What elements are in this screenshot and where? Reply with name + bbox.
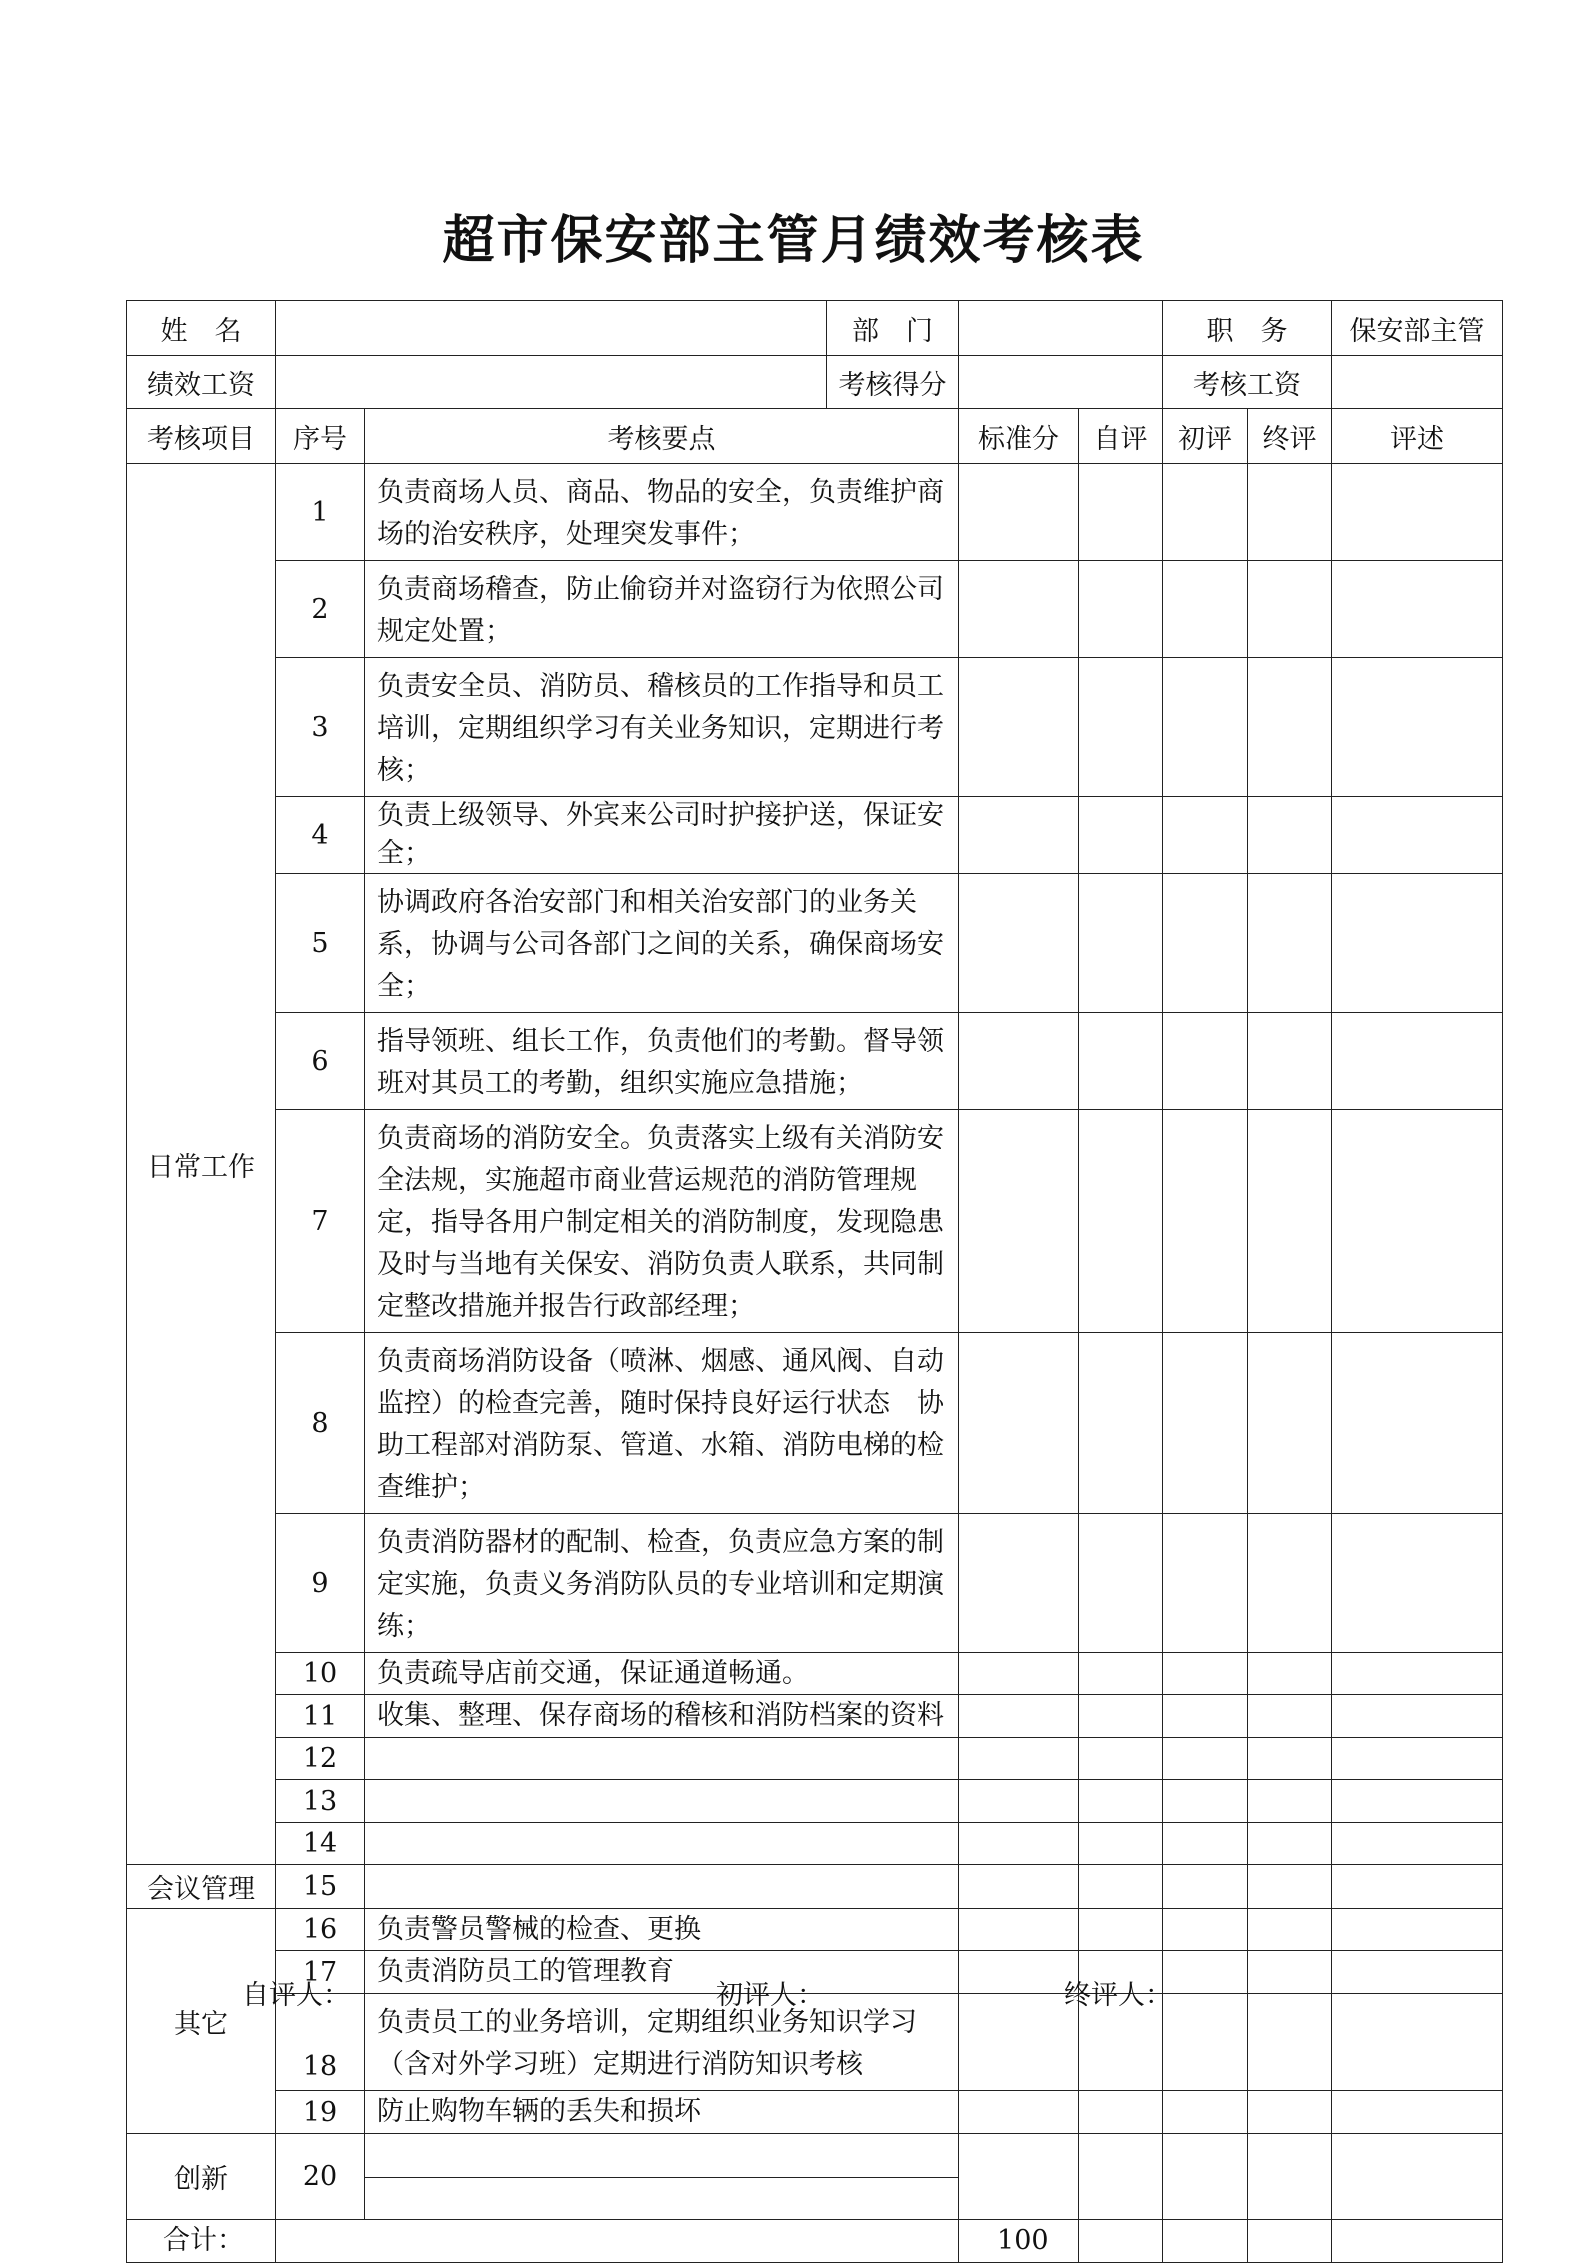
table-row [127, 658, 1503, 797]
first-cell[interactable] [1163, 1909, 1248, 1951]
row-text: 负责上级领导、外宾来公司时护接护送，保证安全； [365, 797, 959, 874]
col-final: 终评 [1248, 409, 1332, 464]
first-signature-label: 初评人： [716, 1980, 824, 2011]
first-cell[interactable] [1163, 1695, 1248, 1738]
table-row [127, 1013, 1503, 1110]
table-row [127, 2091, 1503, 2134]
std-cell[interactable] [959, 1653, 1079, 1695]
row-no: 11 [276, 1695, 365, 1738]
std-cell[interactable] [959, 1514, 1079, 1653]
col-std: 标准分 [959, 409, 1079, 464]
comment-cell[interactable] [1332, 1695, 1503, 1738]
score-field[interactable] [959, 356, 1163, 409]
self-cell[interactable] [1079, 1823, 1163, 1865]
comment-cell[interactable] [1332, 1994, 1503, 2091]
total-comment[interactable] [1332, 2220, 1503, 2263]
final-cell[interactable] [1248, 1695, 1332, 1738]
first-cell[interactable] [1163, 1951, 1248, 1994]
row-text: 负责商场稽查，防止偷窃并对盗窃行为依照公司规定处置； [365, 561, 959, 658]
salary-field[interactable] [276, 356, 827, 409]
comment-cell[interactable] [1332, 1951, 1503, 1994]
final-cell[interactable] [1248, 464, 1332, 561]
table-row [127, 1333, 1503, 1514]
row-text[interactable] [365, 1823, 959, 1865]
std-cell[interactable] [959, 1823, 1079, 1865]
pay-field[interactable] [1332, 356, 1503, 409]
category-other: 其它 [127, 1909, 276, 2134]
final-cell[interactable] [1248, 797, 1332, 874]
comment-cell[interactable] [1332, 1865, 1503, 1909]
pay-label: 考核工资 [1163, 356, 1332, 409]
final-cell[interactable] [1248, 658, 1332, 797]
table-row [127, 1780, 1503, 1823]
table-row [127, 1823, 1503, 1865]
std-cell[interactable] [959, 797, 1079, 874]
row-no: 18 [276, 1994, 365, 2091]
final-cell[interactable] [1248, 1823, 1332, 1865]
self-cell[interactable] [1079, 1738, 1163, 1780]
std-cell[interactable] [959, 2091, 1079, 2134]
comment-cell[interactable] [1332, 658, 1503, 797]
header-row-1 [127, 301, 1503, 356]
total-label: 合计： [127, 2220, 276, 2263]
col-item: 考核项目 [127, 409, 276, 464]
final-cell[interactable] [1248, 1110, 1332, 1333]
row-no: 5 [276, 874, 365, 1013]
std-cell[interactable] [959, 1951, 1079, 1994]
first-cell[interactable] [1163, 464, 1248, 561]
final-cell[interactable] [1248, 1780, 1332, 1823]
self-signature-label: 自评人： [242, 1980, 350, 2011]
self-cell[interactable] [1079, 1695, 1163, 1738]
row-no: 17 [276, 1951, 365, 1994]
std-cell[interactable] [959, 874, 1079, 1013]
table-row [127, 1909, 1503, 1951]
comment-cell[interactable] [1332, 797, 1503, 874]
std-cell[interactable] [959, 2134, 1079, 2220]
first-cell[interactable] [1163, 658, 1248, 797]
total-final[interactable] [1248, 2220, 1332, 2263]
table-row [127, 2134, 1503, 2220]
comment-cell[interactable] [1332, 1514, 1503, 1653]
row-no: 12 [276, 1738, 365, 1780]
dept-label: 部 门 [827, 301, 959, 356]
self-cell[interactable] [1079, 1110, 1163, 1333]
row-no: 4 [276, 797, 365, 874]
final-cell[interactable] [1248, 1994, 1332, 2091]
row-no: 9 [276, 1514, 365, 1653]
row-text[interactable] [365, 1865, 959, 1909]
comment-cell[interactable] [1332, 2134, 1503, 2220]
row-text: 负责消防器材的配制、检查，负责应急方案的制定实施，负责义务消防队员的专业培训和定期演练； [365, 1514, 959, 1653]
row-no: 15 [276, 1865, 365, 1909]
first-cell[interactable] [1163, 1013, 1248, 1110]
row-text: 负责商场人员、商品、物品的安全，负责维护商场的治安秩序，处理突发事件； [365, 464, 959, 561]
self-cell[interactable] [1079, 2134, 1163, 2220]
final-cell[interactable] [1248, 2134, 1332, 2220]
self-cell[interactable] [1079, 1333, 1163, 1514]
row-text: 防止购物车辆的丢失和损坏 [365, 2091, 959, 2134]
row-no: 10 [276, 1653, 365, 1695]
first-cell[interactable] [1163, 1653, 1248, 1695]
first-cell[interactable] [1163, 1514, 1248, 1653]
self-cell[interactable] [1079, 1514, 1163, 1653]
self-cell[interactable] [1079, 1013, 1163, 1110]
std-cell[interactable] [959, 1994, 1079, 2091]
first-cell[interactable] [1163, 874, 1248, 1013]
innovation-divider [365, 2177, 958, 2178]
col-no: 序号 [276, 409, 365, 464]
col-first: 初评 [1163, 409, 1248, 464]
table-row [127, 1514, 1503, 1653]
first-cell[interactable] [1163, 1823, 1248, 1865]
final-cell[interactable] [1248, 874, 1332, 1013]
std-cell[interactable] [959, 1333, 1079, 1514]
comment-cell[interactable] [1332, 874, 1503, 1013]
self-cell[interactable] [1079, 2091, 1163, 2134]
comment-cell[interactable] [1332, 561, 1503, 658]
total-row [127, 2220, 1503, 2263]
std-cell[interactable] [959, 1695, 1079, 1738]
row-no: 13 [276, 1780, 365, 1823]
final-cell[interactable] [1248, 1653, 1332, 1695]
salary-label: 绩效工资 [127, 356, 276, 409]
comment-cell[interactable] [1332, 2091, 1503, 2134]
final-cell[interactable] [1248, 1865, 1332, 1909]
final-cell[interactable] [1248, 561, 1332, 658]
row-no: 19 [276, 2091, 365, 2134]
row-no: 3 [276, 658, 365, 797]
first-cell[interactable] [1163, 1994, 1248, 2091]
table-row [127, 464, 1503, 561]
final-cell[interactable] [1248, 1013, 1332, 1110]
table-row [127, 1738, 1503, 1780]
comment-cell[interactable] [1332, 1823, 1503, 1865]
table-row [127, 1110, 1503, 1333]
row-text[interactable] [365, 1738, 959, 1780]
row-text: 协调政府各治安部门和相关治安部门的业务关系，协调与公司各部门之间的关系，确保商场安全； [365, 874, 959, 1013]
appraisal-table [126, 300, 1503, 2263]
comment-cell[interactable] [1332, 1738, 1503, 1780]
innovation-text[interactable] [365, 2134, 959, 2220]
self-cell[interactable] [1079, 1865, 1163, 1909]
final-cell[interactable] [1248, 2091, 1332, 2134]
row-no: 16 [276, 1909, 365, 1951]
name-label: 姓 名 [127, 301, 276, 356]
category-daily: 日常工作 [127, 464, 276, 1865]
std-cell[interactable] [959, 1865, 1079, 1909]
first-cell[interactable] [1163, 1333, 1248, 1514]
comment-cell[interactable] [1332, 464, 1503, 561]
post-value[interactable]: 保安部主管 [1332, 301, 1503, 356]
comment-cell[interactable] [1332, 1110, 1503, 1333]
self-cell[interactable] [1079, 1653, 1163, 1695]
self-cell[interactable] [1079, 1780, 1163, 1823]
page-title: 超市保安部主管月绩效考核表 [442, 211, 1145, 271]
first-cell[interactable] [1163, 1780, 1248, 1823]
dept-field[interactable] [959, 301, 1163, 356]
first-cell[interactable] [1163, 797, 1248, 874]
row-text: 负责商场的消防安全。负责落实上级有关消防安全法规，实施超市商业营运规范的消防管理规定，指导各用户制定相关的消防制度，发现隐患及时与当地有关保安、消防负责人联系，共同制定整改措施并报告行政部经理； [365, 1110, 959, 1333]
first-cell[interactable] [1163, 1738, 1248, 1780]
row-text: 负责疏导店前交通，保证通道畅通。 [365, 1653, 959, 1695]
column-header-row [127, 409, 1503, 464]
std-cell[interactable] [959, 1013, 1079, 1110]
row-no: 7 [276, 1110, 365, 1333]
row-text: 负责员工的业务培训，定期组织业务知识学习（含对外学习班）定期进行消防知识考核 [365, 1994, 959, 2091]
row-text: 指导领班、组长工作，负责他们的考勤。督导领班对其员工的考勤，组织实施应急措施； [365, 1013, 959, 1110]
row-no: 20 [276, 2134, 365, 2220]
row-no: 8 [276, 1333, 365, 1514]
table-row [127, 1865, 1503, 1909]
first-cell[interactable] [1163, 2134, 1248, 2220]
final-cell[interactable] [1248, 1738, 1332, 1780]
total-first[interactable] [1163, 2220, 1248, 2263]
comment-cell[interactable] [1332, 1013, 1503, 1110]
col-self: 自评 [1079, 409, 1163, 464]
final-cell[interactable] [1248, 1909, 1332, 1951]
std-cell[interactable] [959, 658, 1079, 797]
self-cell[interactable] [1079, 561, 1163, 658]
total-blank [276, 2220, 959, 2263]
header-row-2 [127, 356, 1503, 409]
comment-cell[interactable] [1332, 1780, 1503, 1823]
std-cell[interactable] [959, 1780, 1079, 1823]
std-cell[interactable] [959, 1110, 1079, 1333]
name-field[interactable] [276, 301, 827, 356]
row-text: 负责商场消防设备（喷淋、烟感、通风阀、自动监控）的检查完善，随时保持良好运行状态 协助工程部对消防泵、管道、水箱、消防电梯的检查维护； [365, 1333, 959, 1514]
category-meeting: 会议管理 [127, 1865, 276, 1909]
row-no: 14 [276, 1823, 365, 1865]
table-row [127, 797, 1503, 874]
self-cell[interactable] [1079, 658, 1163, 797]
col-comment: 评述 [1332, 409, 1503, 464]
self-cell[interactable] [1079, 464, 1163, 561]
final-signature-label: 终评人： [1064, 1980, 1172, 2011]
col-points: 考核要点 [365, 409, 959, 464]
first-cell[interactable] [1163, 1110, 1248, 1333]
self-cell[interactable] [1079, 1909, 1163, 1951]
comment-cell[interactable] [1332, 1909, 1503, 1951]
score-label: 考核得分 [827, 356, 959, 409]
table-row [127, 561, 1503, 658]
row-text: 收集、整理、保存商场的稽核和消防档案的资料 [365, 1695, 959, 1738]
row-text[interactable] [365, 1780, 959, 1823]
row-text: 负责安全员、消防员、稽核员的工作指导和员工培训，定期组织学习有关业务知识，定期进行考核； [365, 658, 959, 797]
self-cell[interactable] [1079, 797, 1163, 874]
row-text: 负责警员警械的检查、更换 [365, 1909, 959, 1951]
final-cell[interactable] [1248, 1514, 1332, 1653]
first-cell[interactable] [1163, 1865, 1248, 1909]
total-self[interactable] [1079, 2220, 1163, 2263]
comment-cell[interactable] [1332, 1653, 1503, 1695]
final-cell[interactable] [1248, 1333, 1332, 1514]
row-no: 2 [276, 561, 365, 658]
first-cell[interactable] [1163, 2091, 1248, 2134]
first-cell[interactable] [1163, 561, 1248, 658]
table-row [127, 1653, 1503, 1695]
final-cell[interactable] [1248, 1951, 1332, 1994]
post-label: 职 务 [1163, 301, 1332, 356]
total-std: 100 [959, 2220, 1079, 2263]
self-cell[interactable] [1079, 874, 1163, 1013]
std-cell[interactable] [959, 464, 1079, 561]
std-cell[interactable] [959, 561, 1079, 658]
row-no: 1 [276, 464, 365, 561]
row-no: 6 [276, 1013, 365, 1110]
table-row [127, 874, 1503, 1013]
std-cell[interactable] [959, 1909, 1079, 1951]
comment-cell[interactable] [1332, 1333, 1503, 1514]
table-row [127, 1695, 1503, 1738]
std-cell[interactable] [959, 1738, 1079, 1780]
row-text: 负责消防员工的管理教育 [365, 1951, 959, 1994]
category-innovation: 创新 [127, 2134, 276, 2220]
